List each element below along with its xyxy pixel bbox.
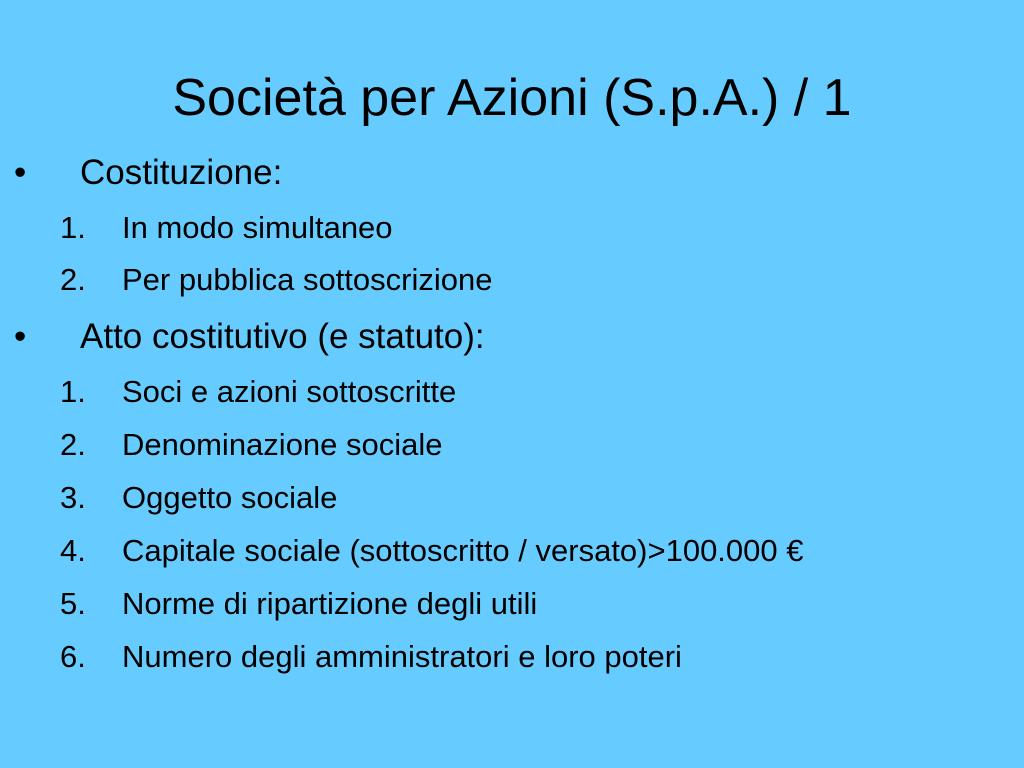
slide-title: Società per Azioni (S.p.A.) / 1: [172, 69, 852, 127]
list-item: [0, 427, 1024, 463]
list-item: [0, 586, 1024, 622]
item-number: 6.: [60, 639, 86, 674]
list-item: [0, 533, 1024, 569]
list-item: [0, 480, 1024, 516]
item-number: 4.: [60, 533, 86, 568]
item-text: Denominazione sociale: [122, 427, 443, 462]
list-item: [0, 210, 1024, 246]
item-text: Norme di ripartizione degli utili: [122, 586, 538, 621]
item-number: 5.: [60, 586, 86, 621]
bullet-marker: •: [14, 317, 27, 356]
item-number: 2.: [60, 262, 86, 297]
item-text: Soci e azioni sottoscritte: [122, 374, 457, 409]
list-item: [0, 374, 1024, 410]
item-number: 2.: [60, 427, 86, 462]
bullet-label: Costituzione:: [80, 153, 283, 192]
item-number: 1.: [60, 210, 86, 245]
list-item: [0, 262, 1024, 298]
item-text: In modo simultaneo: [122, 210, 393, 245]
bullet-label: Atto costitutivo (e statuto):: [80, 317, 485, 356]
item-text: Numero degli amministratori e loro poteri: [122, 639, 682, 674]
bullet-atto-costitutivo: [0, 317, 1024, 357]
item-number: 1.: [60, 374, 86, 409]
item-text: Capitale sociale (sottoscritto / versato)>100.000 €: [122, 533, 804, 568]
item-text: Per pubblica sottoscrizione: [122, 262, 493, 297]
bullet-marker: •: [14, 153, 27, 192]
list-item: [0, 639, 1024, 675]
bullet-costituzione: [0, 153, 1024, 193]
item-number: 3.: [60, 480, 86, 515]
item-text: Oggetto sociale: [122, 480, 338, 515]
